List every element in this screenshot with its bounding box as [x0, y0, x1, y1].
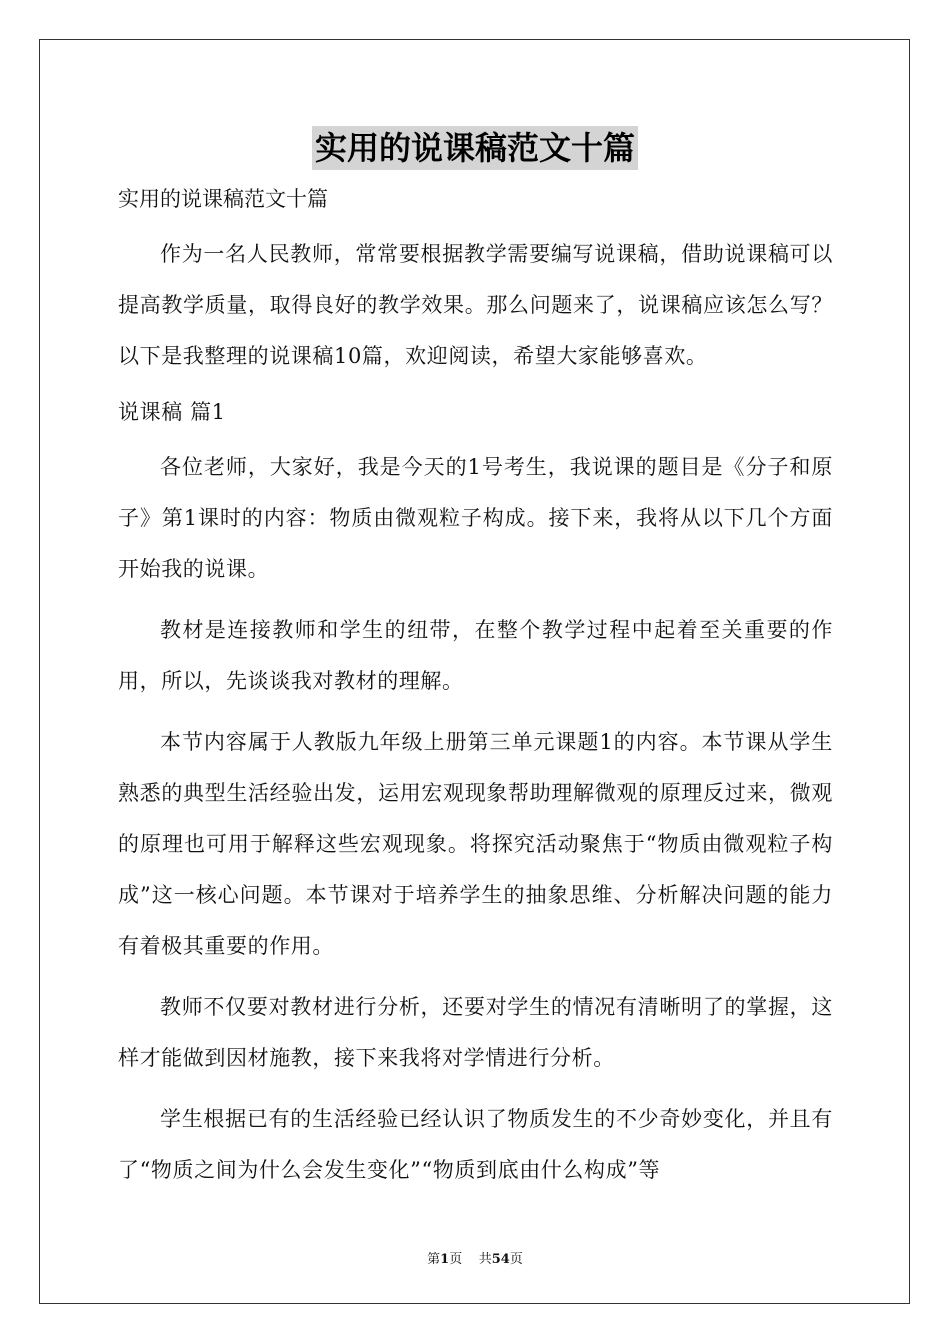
- paragraph: 本节内容属于人教版九年级上册第三单元课题1的内容。本节课从学生熟悉的典型生活经验出发，运用宏观现象帮助理解微观的原理反过来，微观的原理也可用于解释这些宏观现象。将探究活动聚焦于“物质由微观粒子构成”这一核心问题。本节课对于培养学生的抽象思维、分析解决问题的能力有着极其重要的作用。: [118, 730, 833, 958]
- paragraph: 教材是连接教师和学生的纽带，在整个教学过程中起着至关重要的作用，所以，先谈谈我对教材的理解。: [118, 618, 833, 693]
- paragraph: 教师不仅要对教材进行分析，还要对学生的情况有清晰明了的掌握，这样才能做到因材施教，接下来我将对学情进行分析。: [118, 995, 833, 1070]
- paragraph: 学生根据已有的生活经验已经认识了物质发生的不少奇妙变化，并且有了“物质之间为什么会发生变化”“物质到底由什么构成”等: [118, 1107, 833, 1182]
- title-container: [0, 126, 950, 170]
- footer-total-prefix: 共: [478, 1252, 492, 1267]
- footer-page-unit: 页: [449, 1252, 463, 1267]
- document-body: [118, 179, 833, 1196]
- page-footer: [0, 1248, 950, 1267]
- section-heading: 说课稿 篇1: [118, 400, 226, 424]
- footer-page-prefix: 第: [427, 1252, 441, 1267]
- paragraph: 作为一名人民教师，常常要根据教学需要编写说课稿，借助说课稿可以提高教学质量，取得良好的教学效果。那么问题来了，说课稿应该怎么写？以下是我整理的说课稿10篇，欢迎阅读，希望大家能够喜欢。: [118, 242, 833, 368]
- footer-total-pages: 54: [491, 1252, 510, 1267]
- paragraph: 各位老师，大家好，我是今天的1号考生，我说课的题目是《分子和原子》第1课时的内容：物质由微观粒子构成。接下来，我将从以下几个方面开始我的说课。: [118, 455, 833, 581]
- document-subtitle: 实用的说课稿范文十篇: [118, 187, 328, 211]
- document-title: 实用的说课稿范文十篇: [312, 126, 638, 170]
- footer-page-number: 1: [440, 1252, 450, 1267]
- footer-total-unit: 页: [509, 1252, 523, 1267]
